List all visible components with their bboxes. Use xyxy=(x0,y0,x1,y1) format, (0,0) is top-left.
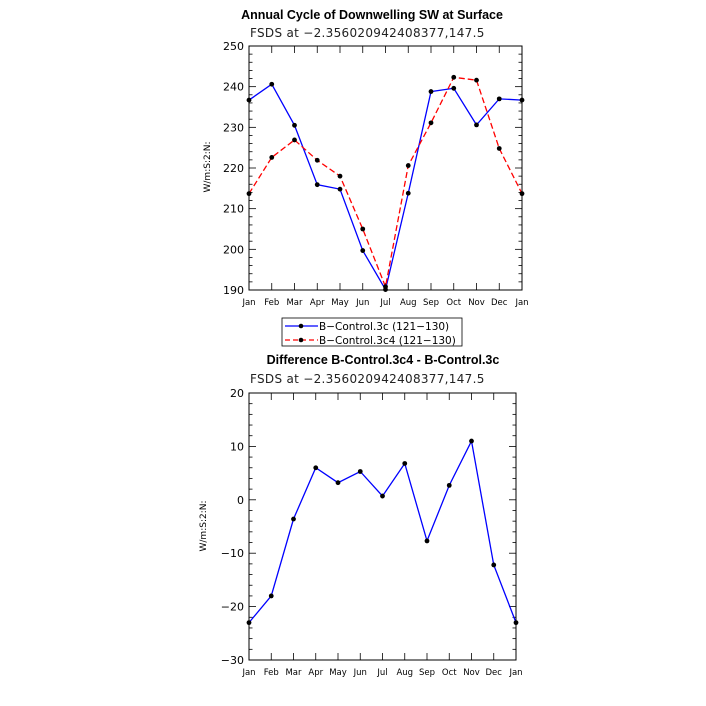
chart-1-series-2-point xyxy=(269,155,274,160)
chart-2-y-axis xyxy=(221,387,516,667)
chart-1-series-1-line xyxy=(249,84,522,289)
chart-1-plot-area xyxy=(249,46,522,290)
chart-2-xtick-label: Jul xyxy=(377,668,388,678)
chart-2-xtick-label: May xyxy=(329,668,347,678)
chart-2-frame xyxy=(249,393,516,660)
legend-marker-2 xyxy=(299,338,304,343)
chart-2-series-1-point xyxy=(336,480,341,485)
chart-1-xtick-label: Oct xyxy=(446,298,462,308)
chart-2-xtick-label: Feb xyxy=(263,668,279,678)
chart-1-xtick-label: Jul xyxy=(380,298,391,308)
legend-entry-2 xyxy=(285,335,456,347)
chart-1-ytick-label: 230 xyxy=(223,121,244,135)
chart-2-xtick-label: Jan xyxy=(242,668,256,678)
chart-1-xtick-label: Dec xyxy=(491,298,508,308)
chart-2-x-axis xyxy=(241,393,522,678)
chart-1-series-2-point xyxy=(520,191,525,196)
chart-1-xtick-label: Apr xyxy=(309,298,325,308)
chart-2-ytick-label: 20 xyxy=(230,387,244,400)
chart-1-series-2-point xyxy=(451,75,456,80)
chart-2-series-1-point xyxy=(313,465,318,470)
chart-1-xtick-label: Sep xyxy=(422,298,440,308)
chart-1-xtick-label: Feb xyxy=(264,298,280,308)
chart-1-series-1-point xyxy=(474,122,479,127)
chart-1-series-2-point xyxy=(247,191,252,196)
chart-2-xtick-label: Dec xyxy=(485,668,502,678)
chart-1-series-1-point xyxy=(315,182,320,187)
chart-1-xtick-label: Jan xyxy=(242,298,256,308)
chart-1-xtick-label: Aug xyxy=(399,298,417,308)
chart-2-series-1-point xyxy=(491,563,496,568)
chart-2-ytick-label: 0 xyxy=(237,493,244,507)
chart-2-xtick-label: Mar xyxy=(285,668,302,678)
chart-1-series-1-point xyxy=(338,187,343,192)
chart-1-series-1-point xyxy=(451,86,456,91)
chart-1-series-1-point xyxy=(520,98,525,103)
chart-1-title: Annual Cycle of Downwelling SW at Surface xyxy=(241,8,503,22)
chart-1-series-1-point xyxy=(429,89,434,94)
chart-1-ytick-label: 210 xyxy=(223,202,244,216)
chart-1 xyxy=(203,8,529,347)
chart-2-ytick-label: 10 xyxy=(230,440,244,454)
legend-entry-1 xyxy=(285,321,449,333)
chart-2 xyxy=(199,353,523,678)
chart-1-series-2-point xyxy=(315,158,320,163)
chart-2-series-1-point xyxy=(269,594,274,599)
chart-2-series xyxy=(247,439,519,625)
legend-label-1: B−Control.3c (121−130) xyxy=(319,321,450,333)
chart-1-series xyxy=(247,75,525,292)
chart-1-series-1-point xyxy=(497,96,502,101)
chart-1-series-1-point xyxy=(247,98,252,103)
chart-2-ylabel: W/m:S:2:N: xyxy=(199,500,209,552)
legend-marker-1 xyxy=(299,324,304,329)
chart-2-ytick-label: −20 xyxy=(220,600,244,614)
chart-1-frame xyxy=(249,46,522,290)
chart-2-subtitle: FSDS at −2.356020942408377,147.5 xyxy=(250,372,485,386)
chart-2-series-1-point xyxy=(425,539,430,544)
chart-2-plot-area xyxy=(249,393,516,660)
chart-2-series-1-point xyxy=(514,620,519,625)
chart-2-series-1-point xyxy=(291,517,296,522)
chart-2-series-1-point xyxy=(358,469,363,474)
chart-1-legend xyxy=(282,318,462,347)
chart-1-xtick-label: Jan xyxy=(515,298,529,308)
chart-1-series-2-point xyxy=(383,284,388,289)
chart-2-title: Difference B-Control.3c4 - B-Control.3c xyxy=(266,353,500,367)
chart-1-series-1-point xyxy=(269,82,274,87)
chart-1-series-2-point xyxy=(429,120,434,125)
chart-1-series-2-point xyxy=(338,174,343,179)
chart-1-series-2-point xyxy=(474,78,479,83)
chart-1-ytick-label: 220 xyxy=(223,162,244,175)
chart-2-xtick-label: Apr xyxy=(308,668,324,678)
chart-1-ytick-label: 250 xyxy=(223,40,244,53)
chart-2-xtick-label: Sep xyxy=(418,668,436,678)
chart-2-series-1-point xyxy=(247,620,252,625)
chart-1-series-1-point xyxy=(292,123,297,128)
chart-2-series-1-point xyxy=(469,439,474,444)
chart-1-ylabel: W/m:S:2:N: xyxy=(203,141,213,193)
chart-2-xtick-label: Jan xyxy=(509,668,523,678)
chart-1-series-2-point xyxy=(497,146,502,151)
chart-1-xtick-label: May xyxy=(331,298,349,308)
chart-2-series-1-point xyxy=(402,461,407,466)
chart-1-ytick-label: 240 xyxy=(223,80,244,94)
chart-1-series-2-point xyxy=(360,227,365,232)
chart-1-series-2-point xyxy=(292,138,297,143)
chart-1-subtitle: FSDS at −2.356020942408377,147.5 xyxy=(250,26,485,40)
chart-1-ytick-label: 190 xyxy=(223,284,244,297)
chart-1-ytick-label: 200 xyxy=(223,243,244,257)
chart-2-series-1-point xyxy=(447,483,452,488)
chart-2-xtick-label: Nov xyxy=(463,668,480,678)
chart-1-xtick-label: Mar xyxy=(286,298,303,308)
chart-2-ytick-label: −30 xyxy=(220,654,244,667)
chart-1-xtick-label: Nov xyxy=(468,298,485,308)
chart-2-xtick-label: Aug xyxy=(396,668,414,678)
chart-2-xtick-label: Oct xyxy=(441,668,457,678)
chart-1-series-2-line xyxy=(249,77,522,286)
chart-1-xtick-label: Jun xyxy=(356,298,370,308)
chart-2-xtick-label: Jun xyxy=(353,668,367,678)
chart-2-series-1-point xyxy=(380,494,385,499)
chart-1-series-1-point xyxy=(360,248,365,253)
chart-2-ytick-label: −10 xyxy=(220,547,244,561)
chart-1-series-2-point xyxy=(406,163,411,168)
chart-1-series-1-point xyxy=(406,191,411,196)
chart-1-x-axis xyxy=(241,46,528,308)
chart-2-series-1-line xyxy=(249,441,516,623)
legend-label-2: B−Control.3c4 (121−130) xyxy=(319,335,456,347)
